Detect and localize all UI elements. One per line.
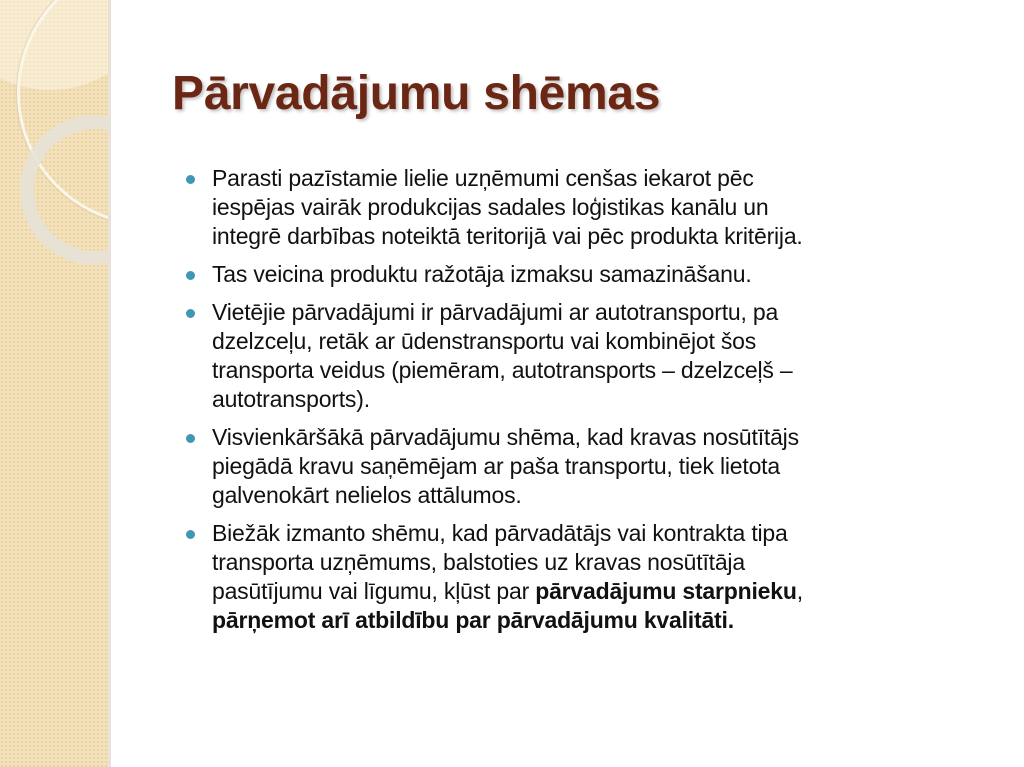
strip-edge xyxy=(108,0,111,767)
bullet-item xyxy=(212,519,803,635)
bullet-dot-icon xyxy=(186,309,195,318)
text-line: Biežāk izmanto shēmu, kad pārvadātājs vai kontrakta tipa xyxy=(212,520,788,546)
bullet-dot-icon xyxy=(186,434,195,443)
text-line: Tas veicina produktu ražotāja izmaksu samazināšanu. xyxy=(212,261,752,287)
text-bold: pārvadājumu starpnieku xyxy=(535,578,797,604)
text-line: Visvienkāršākā pārvadājumu shēma, kad kravas nosūtītājs xyxy=(212,424,799,450)
decorative-side-strip xyxy=(0,0,111,767)
text-line: piegādā kravu saņēmējam ar paša transportu, tiek lietota xyxy=(212,453,780,479)
text-plain: , xyxy=(796,578,803,604)
text-plain: pasūtījumu vai līgumu, kļūst par xyxy=(212,578,536,604)
text-line xyxy=(212,577,803,606)
slide-title: Pārvadājumu shēmas xyxy=(172,67,661,120)
text-line: Parasti pazīstamie lielie uzņēmumi cenšas iekarot pēc xyxy=(212,165,754,191)
bullet-dot-icon xyxy=(186,175,195,184)
text-line: transporta veidus (piemēram, autotransports – dzelzceļš – xyxy=(212,357,793,383)
bullet-dot-icon xyxy=(186,271,195,280)
bullet-dot-icon xyxy=(186,530,195,539)
bullet-item xyxy=(212,423,803,510)
text-line: Vietējie pārvadājumi ir pārvadājumi ar autotransportu, pa xyxy=(212,299,779,325)
text-bold: pārņemot arī atbildību par pārvadājumu kvalitāti. xyxy=(212,607,734,633)
text-line: autotransports). xyxy=(212,386,370,412)
text-line: transporta uzņēmums, balstoties uz kravas nosūtītāja xyxy=(212,549,745,575)
text-line xyxy=(212,606,803,635)
text-line: iespējas vairāk produkcijas sadales loģistikas kanālu un xyxy=(212,194,769,220)
bullet-list xyxy=(212,164,803,644)
text-line: integrē darbības noteiktā teritorijā vai pēc produkta kritērija. xyxy=(212,223,803,249)
bullet-item xyxy=(212,164,803,251)
bullet-item xyxy=(212,260,803,289)
text-line: galvenokārt nelielos attālumos. xyxy=(212,482,522,508)
text-line: dzelzceļu, retāk ar ūdenstransportu vai kombinējot šos xyxy=(212,328,757,354)
bullet-item xyxy=(212,298,803,414)
